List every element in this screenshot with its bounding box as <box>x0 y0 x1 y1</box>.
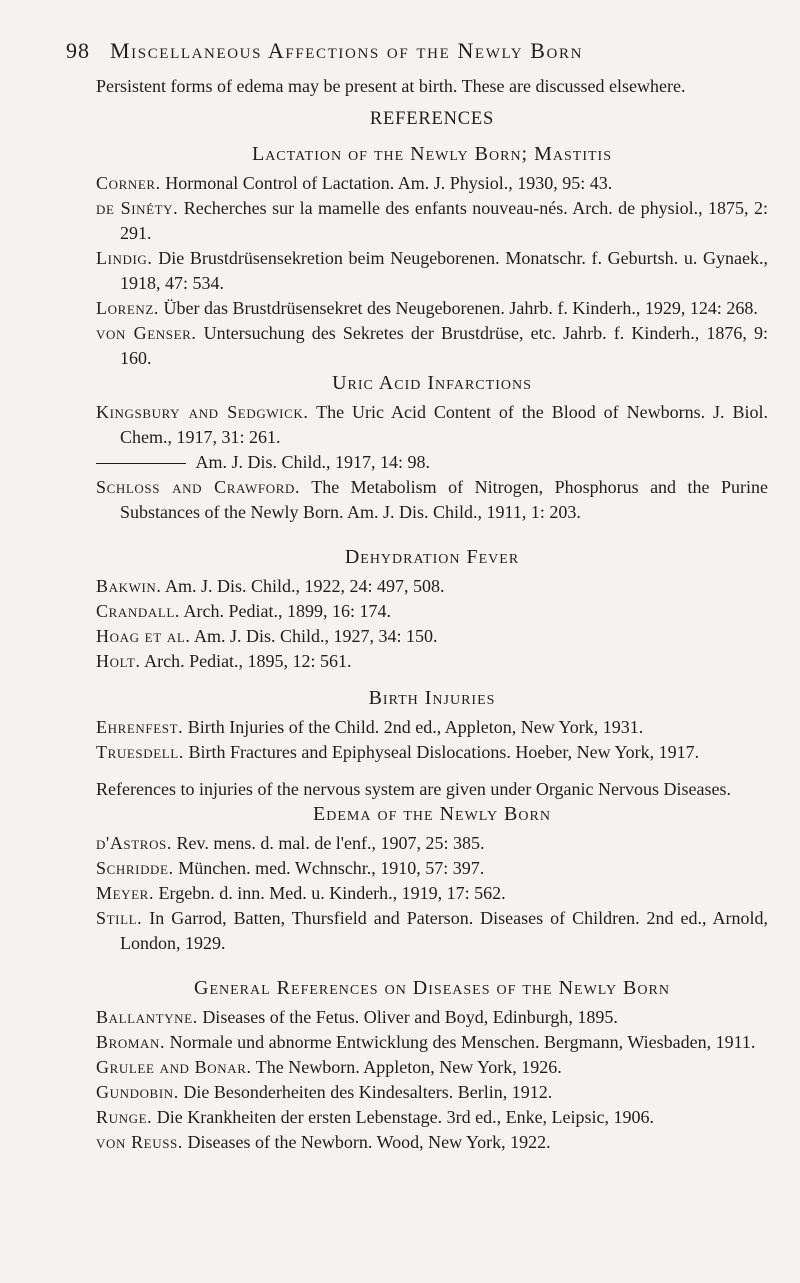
nervous-system-note: References to injuries of the nervous system are given under Organic Nervous Diseases. <box>96 779 731 799</box>
reference-text: The Uric Acid Content of the Blood of Newborns. J. Biol. Chem., 1917, 31: 261. <box>120 402 768 447</box>
running-title: Miscellaneous Affections of the Newly Born <box>110 38 583 63</box>
reference-author: Lindig. <box>96 248 153 268</box>
reference-entry <box>96 1105 768 1130</box>
references-heading: REFERENCES <box>369 109 495 129</box>
reference-author: Grulee and Bonar. <box>96 1057 252 1077</box>
reference-author: Hoag et al. <box>96 626 191 646</box>
section-heading-dehydration-fever: Dehydration Fever <box>344 546 520 568</box>
reference-entry <box>96 624 768 649</box>
ditto-dash <box>96 463 186 464</box>
reference-entry <box>96 1130 768 1155</box>
reference-text: Die Krankheiten der ersten Lebenstage. 3rd ed., Enke, Leipsic, 1906. <box>152 1107 655 1127</box>
reference-entry <box>96 246 768 296</box>
reference-entry <box>96 831 768 856</box>
page-number: 98 <box>66 38 90 63</box>
reference-author: Runge. <box>96 1107 153 1127</box>
reference-entry <box>96 740 768 765</box>
reference-author: Meyer. <box>96 883 155 903</box>
reference-entry <box>96 400 768 450</box>
reference-text: Am. J. Dis. Child., 1927, 34: 150. <box>190 626 438 646</box>
reference-text: The Newborn. Appleton, New York, 1926. <box>251 1057 562 1077</box>
reference-text: Die Besonderheiten des Kindesalters. Berlin, 1912. <box>178 1082 553 1102</box>
section-heading-general-references: General References on Diseases of the Newly Born <box>194 977 670 999</box>
reference-entry <box>96 599 768 624</box>
reference-entry <box>96 321 768 371</box>
reference-author: von Reuss. <box>96 1132 183 1152</box>
reference-author: Broman. <box>96 1032 166 1052</box>
reference-text: In Garrod, Batten, Thursfield and Paterson. Diseases of Children. 2nd ed., Arnold, London, 1929. <box>120 908 768 953</box>
reference-text: Über das Brustdrüsensekret des Neugeborenen. Jahrb. f. Kinderh., 1929, 124: 268. <box>159 298 758 318</box>
reference-text: Arch. Pediat., 1899, 16: 174. <box>180 601 391 621</box>
reference-text: Ergebn. d. inn. Med. u. Kinderh., 1919, 17: 562. <box>154 883 506 903</box>
reference-author: Schridde. <box>96 858 174 878</box>
reference-text: Diseases of the Newborn. Wood, New York, 1922. <box>182 1132 551 1152</box>
reference-text: Recherches sur la mamelle des enfants nouveau-nés. Arch. de physiol., 1875, 2: 291. <box>120 198 768 243</box>
reference-author: Bakwin. <box>96 576 162 596</box>
reference-entry <box>96 296 768 321</box>
reference-author: Crandall. <box>96 601 181 621</box>
reference-author: Schloss and Crawford. <box>96 477 301 497</box>
reference-entry <box>96 715 768 740</box>
reference-entry <box>96 171 768 196</box>
reference-author: d'Astros. <box>96 833 172 853</box>
reference-author: Truesdell. <box>96 742 184 762</box>
reference-entry <box>96 1080 768 1105</box>
reference-text: Am. J. Dis. Child., 1917, 14: 98. <box>192 452 431 472</box>
reference-text: Untersuchung des Sekretes der Brustdrüse, etc. Jahrb. f. Kinderh., 1876, 9: 160. <box>120 323 769 368</box>
section-heading-birth-injuries: Birth Injuries <box>368 687 496 709</box>
reference-author: Still. <box>96 908 143 928</box>
reference-author: Ehrenfest. <box>96 717 184 737</box>
reference-author: von Genser. <box>96 323 197 343</box>
reference-text: Birth Fractures and Epiphyseal Dislocations. Hoeber, New York, 1917. <box>183 742 700 762</box>
reference-entry <box>96 1055 768 1080</box>
reference-entry <box>96 475 768 525</box>
intro-paragraph: Persistent forms of edema may be present at birth. These are discussed elsewhere. <box>96 76 686 96</box>
reference-entry <box>96 574 768 599</box>
section-heading-lactation: Lactation of the Newly Born; Mastitis <box>251 143 613 165</box>
reference-text: Die Brustdrüsensekretion beim Neugeborenen. Monatschr. f. Geburtsh. u. Gynaek., 1918, 47: 534. <box>120 248 768 293</box>
reference-author: Ballantyne. <box>96 1007 198 1027</box>
reference-author: Kingsbury and Sedgwick. <box>96 402 309 422</box>
reference-text: München. med. Wchnschr., 1910, 57: 397. <box>173 858 485 878</box>
reference-text: The Metabolism of Nitrogen, Phosphorus and the Purine Substances of the Newly Born. Am. J. Dis. Child., 1911, 1: 203. <box>120 477 768 522</box>
reference-text: Birth Injuries of the Child. 2nd ed., Appleton, New York, 1931. <box>183 717 644 737</box>
reference-text: Normale und abnorme Entwicklung des Menschen. Bergmann, Wiesbaden, 1911. <box>165 1032 756 1052</box>
reference-author: Corner. <box>96 173 161 193</box>
reference-entry <box>96 1005 768 1030</box>
reference-author: Holt. <box>96 651 141 671</box>
reference-entry <box>96 196 768 246</box>
reference-author: Gundobin. <box>96 1082 179 1102</box>
reference-entry <box>96 1030 768 1055</box>
section-heading-edema: Edema of the Newly Born <box>313 803 551 825</box>
reference-entry <box>96 881 768 906</box>
reference-author: Lorenz. <box>96 298 160 318</box>
reference-text: Rev. mens. d. mal. de l'enf., 1907, 25: 385. <box>172 833 485 853</box>
reference-text: Arch. Pediat., 1895, 12: 561. <box>140 651 352 671</box>
reference-entry <box>96 450 768 475</box>
running-head <box>66 38 766 64</box>
reference-text: Diseases of the Fetus. Oliver and Boyd, Edinburgh, 1895. <box>197 1007 618 1027</box>
reference-entry <box>96 856 768 881</box>
reference-entry <box>96 649 768 674</box>
page-body <box>96 74 768 1155</box>
reference-text: Am. J. Dis. Child., 1922, 24: 497, 508. <box>161 576 445 596</box>
reference-entry <box>96 906 768 956</box>
reference-text: Hormonal Control of Lactation. Am. J. Physiol., 1930, 95: 43. <box>160 173 613 193</box>
reference-author: de Sinéty. <box>96 198 179 218</box>
section-heading-uric-acid: Uric Acid Infarctions <box>332 372 532 394</box>
